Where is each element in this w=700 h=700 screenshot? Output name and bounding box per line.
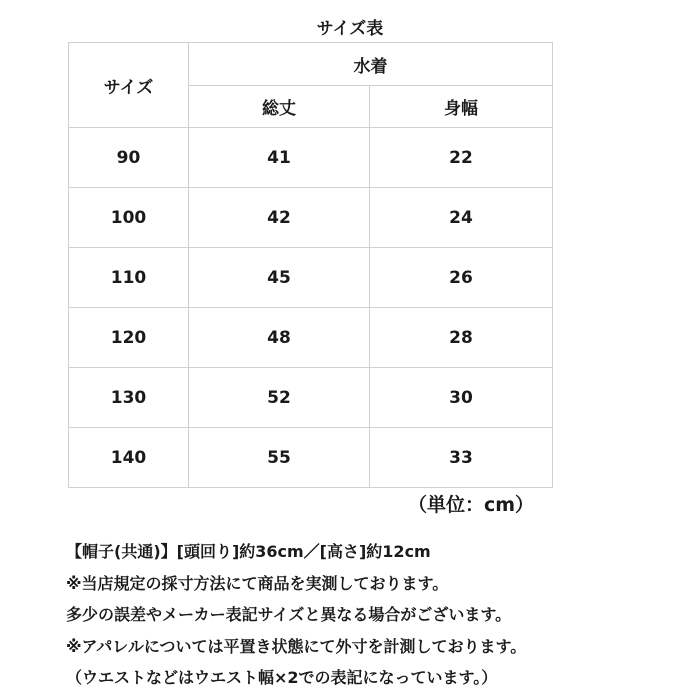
cell-size: 130 [69,368,189,428]
note-variance: 多少の誤差やメーカー表記サイズと異なる場合がございます。 [66,605,512,624]
table-row [69,128,553,188]
table-header-row [69,43,553,86]
cell-width: 26 [370,248,553,308]
table-row [69,308,553,368]
table-row [69,428,553,488]
cell-width: 24 [370,188,553,248]
table-row [69,248,553,308]
cell-width: 30 [370,368,553,428]
cell-length: 41 [189,128,370,188]
cell-size: 90 [69,128,189,188]
notes [66,536,696,694]
header-length: 総丈 [189,86,370,128]
cell-length: 48 [189,308,370,368]
size-table [68,42,553,488]
cell-size: 110 [69,248,189,308]
cell-size: 100 [69,188,189,248]
cell-size: 140 [69,428,189,488]
header-swimwear: 水着 [189,43,553,86]
note-flat-measure: ※アパレルについては平置き状態にて外寸を計測しております。 [66,636,527,656]
page-title: サイズ表 [316,19,384,39]
table-row [69,368,553,428]
cell-width: 28 [370,308,553,368]
cell-length: 55 [189,428,370,488]
header-width: 身幅 [370,86,553,128]
cell-width: 22 [370,128,553,188]
header-size: サイズ [69,43,189,128]
table-row [69,188,553,248]
note-waist: （ウエストなどはウエスト幅×2での表記になっています。） [66,668,498,687]
cell-length: 52 [189,368,370,428]
cell-length: 45 [189,248,370,308]
note-hat: 【帽子(共通)】[頭回り]約36cm／[高さ]約12cm [66,542,431,561]
unit-label: （単位：cm） [408,494,535,516]
cell-size: 120 [69,308,189,368]
cell-length: 42 [189,188,370,248]
cell-width: 33 [370,428,553,488]
note-measurement: ※当店規定の採寸方法にて商品を実測しております。 [66,573,449,593]
